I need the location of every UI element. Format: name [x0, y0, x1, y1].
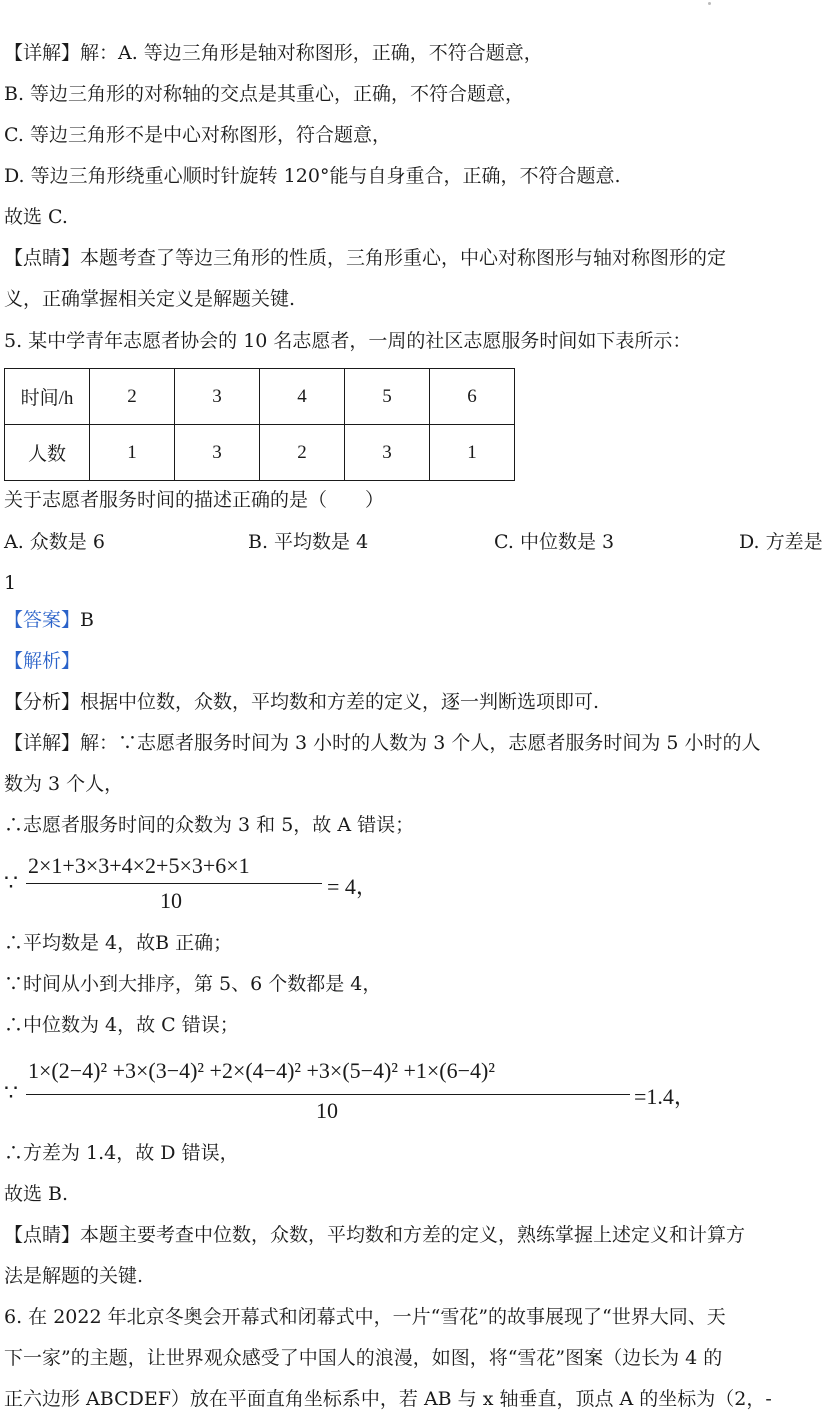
answer-line — [4, 607, 94, 633]
table-cell: 6 — [430, 369, 515, 425]
variance-denominator: 10 — [316, 1098, 338, 1123]
mean-fraction — [4, 850, 424, 920]
option-d: D. 方差是 — [739, 531, 823, 553]
table-cell: 2 — [90, 369, 175, 425]
question-5-prompt: 关于志愿者服务时间的描述正确的是（ ） — [4, 489, 385, 511]
fraction-bar — [26, 1094, 630, 1095]
analysis-label: 【解析】 — [4, 650, 81, 672]
fraction-bar — [26, 883, 322, 884]
mode-line: ∴志愿者服务时间的众数为 3 和 5，故 A 错误； — [4, 814, 415, 836]
table-row — [5, 369, 515, 425]
option-b: B. 平均数是 4 — [248, 531, 369, 553]
dianjing-line-2: 法是解题的关键. — [4, 1265, 144, 1287]
variance-fraction — [4, 1050, 724, 1130]
variance-result: =1.4， — [634, 1084, 696, 1109]
prev-dianjing-line-1: 【点睛】本题考查了等边三角形的性质，三角形重心，中心对称图形与轴对称图形的定 — [4, 247, 727, 269]
table-cell: 5 — [345, 369, 430, 425]
table-row — [5, 425, 515, 481]
prev-detail-line-1: 【详解】解：A. 等边三角形是轴对称图形，正确，不符合题意， — [4, 42, 543, 64]
variance-numerator: 1×(2−4)² +3×(3−4)² +2×(4−4)² +3×(5−4)² +1×(6−4)² — [28, 1058, 495, 1083]
because-symbol: ∵ — [4, 1080, 18, 1105]
question-6-line-1: 6. 在 2022 年北京冬奥会开幕式和闭幕式中，一片“雪花”的故事展现了“世界大同、天 — [4, 1306, 726, 1328]
table-cell: 人数 — [5, 425, 90, 481]
mean-numerator: 2×1+3×3+4×2+5×3+6×1 — [28, 853, 250, 878]
table-cell: 2 — [260, 425, 345, 481]
answer-label: 【答案】 — [4, 609, 81, 631]
question-6-line-2: 下一家”的主题，让世界观众感受了中国人的浪漫，如图，将“雪花”图案（边长为 4 的 — [4, 1347, 723, 1369]
dianjing-line-1: 【点睛】本题主要考查中位数，众数，平均数和方差的定义，熟练掌握上述定义和计算方 — [4, 1224, 746, 1246]
mean-denominator: 10 — [160, 888, 182, 913]
question-6-line-3: 正六边形 ABCDEF）放在平面直角坐标系中，若 AB 与 x 轴垂直，顶点 A 的坐标为（2，- — [4, 1388, 772, 1410]
prev-detail-line-2: B. 等边三角形的对称轴的交点是其重心，正确，不符合题意， — [4, 83, 525, 105]
option-a: A. 众数是 6 — [4, 531, 105, 553]
variance-conclusion: ∴方差为 1.4，故 D 错误， — [4, 1142, 239, 1164]
option-d-wrap: 1 — [4, 572, 17, 594]
choose-line: 故选 B. — [4, 1183, 69, 1205]
mean-conclusion: ∴平均数是 4，故B 正确； — [4, 932, 233, 954]
prev-dianjing-line-2: 义，正确掌握相关定义是解题关键. — [4, 288, 296, 310]
volunteer-hours-table — [4, 368, 515, 481]
table-cell: 3 — [345, 425, 430, 481]
median-line: ∴中位数为 4，故 C 错误； — [4, 1014, 239, 1036]
detail-line-1: 【详解】解：∵志愿者服务时间为 3 小时的人数为 3 个人，志愿者服务时间为 5 小时的人 — [4, 732, 761, 754]
table-cell: 1 — [430, 425, 515, 481]
prev-detail-line-4: D. 等边三角形绕重心顺时针旋转 120°能与自身重合，正确，不符合题意. — [4, 165, 621, 187]
mean-result: = 4， — [327, 874, 378, 899]
answer-value: B — [80, 609, 94, 631]
sort-line: ∵时间从小到大排序，第 5、6 个数都是 4， — [4, 973, 382, 995]
table-cell: 时间/h — [5, 369, 90, 425]
question-5-stem: 5. 某中学青年志愿者协会的 10 名志愿者，一周的社区志愿服务时间如下表所示： — [4, 330, 692, 352]
because-symbol: ∵ — [4, 870, 18, 895]
fenxi-line: 【分析】根据中位数，众数，平均数和方差的定义，逐一判断选项即可. — [4, 691, 600, 713]
option-c: C. 中位数是 3 — [494, 531, 615, 553]
table-cell: 3 — [175, 425, 260, 481]
table-cell: 4 — [260, 369, 345, 425]
scan-dot — [708, 2, 711, 5]
prev-detail-line-3: C. 等边三角形不是中心对称图形，符合题意， — [4, 124, 391, 146]
detail-line-2: 数为 3 个人， — [4, 773, 124, 795]
prev-choose-line: 故选 C. — [4, 206, 68, 228]
table-cell: 3 — [175, 369, 260, 425]
table-cell: 1 — [90, 425, 175, 481]
